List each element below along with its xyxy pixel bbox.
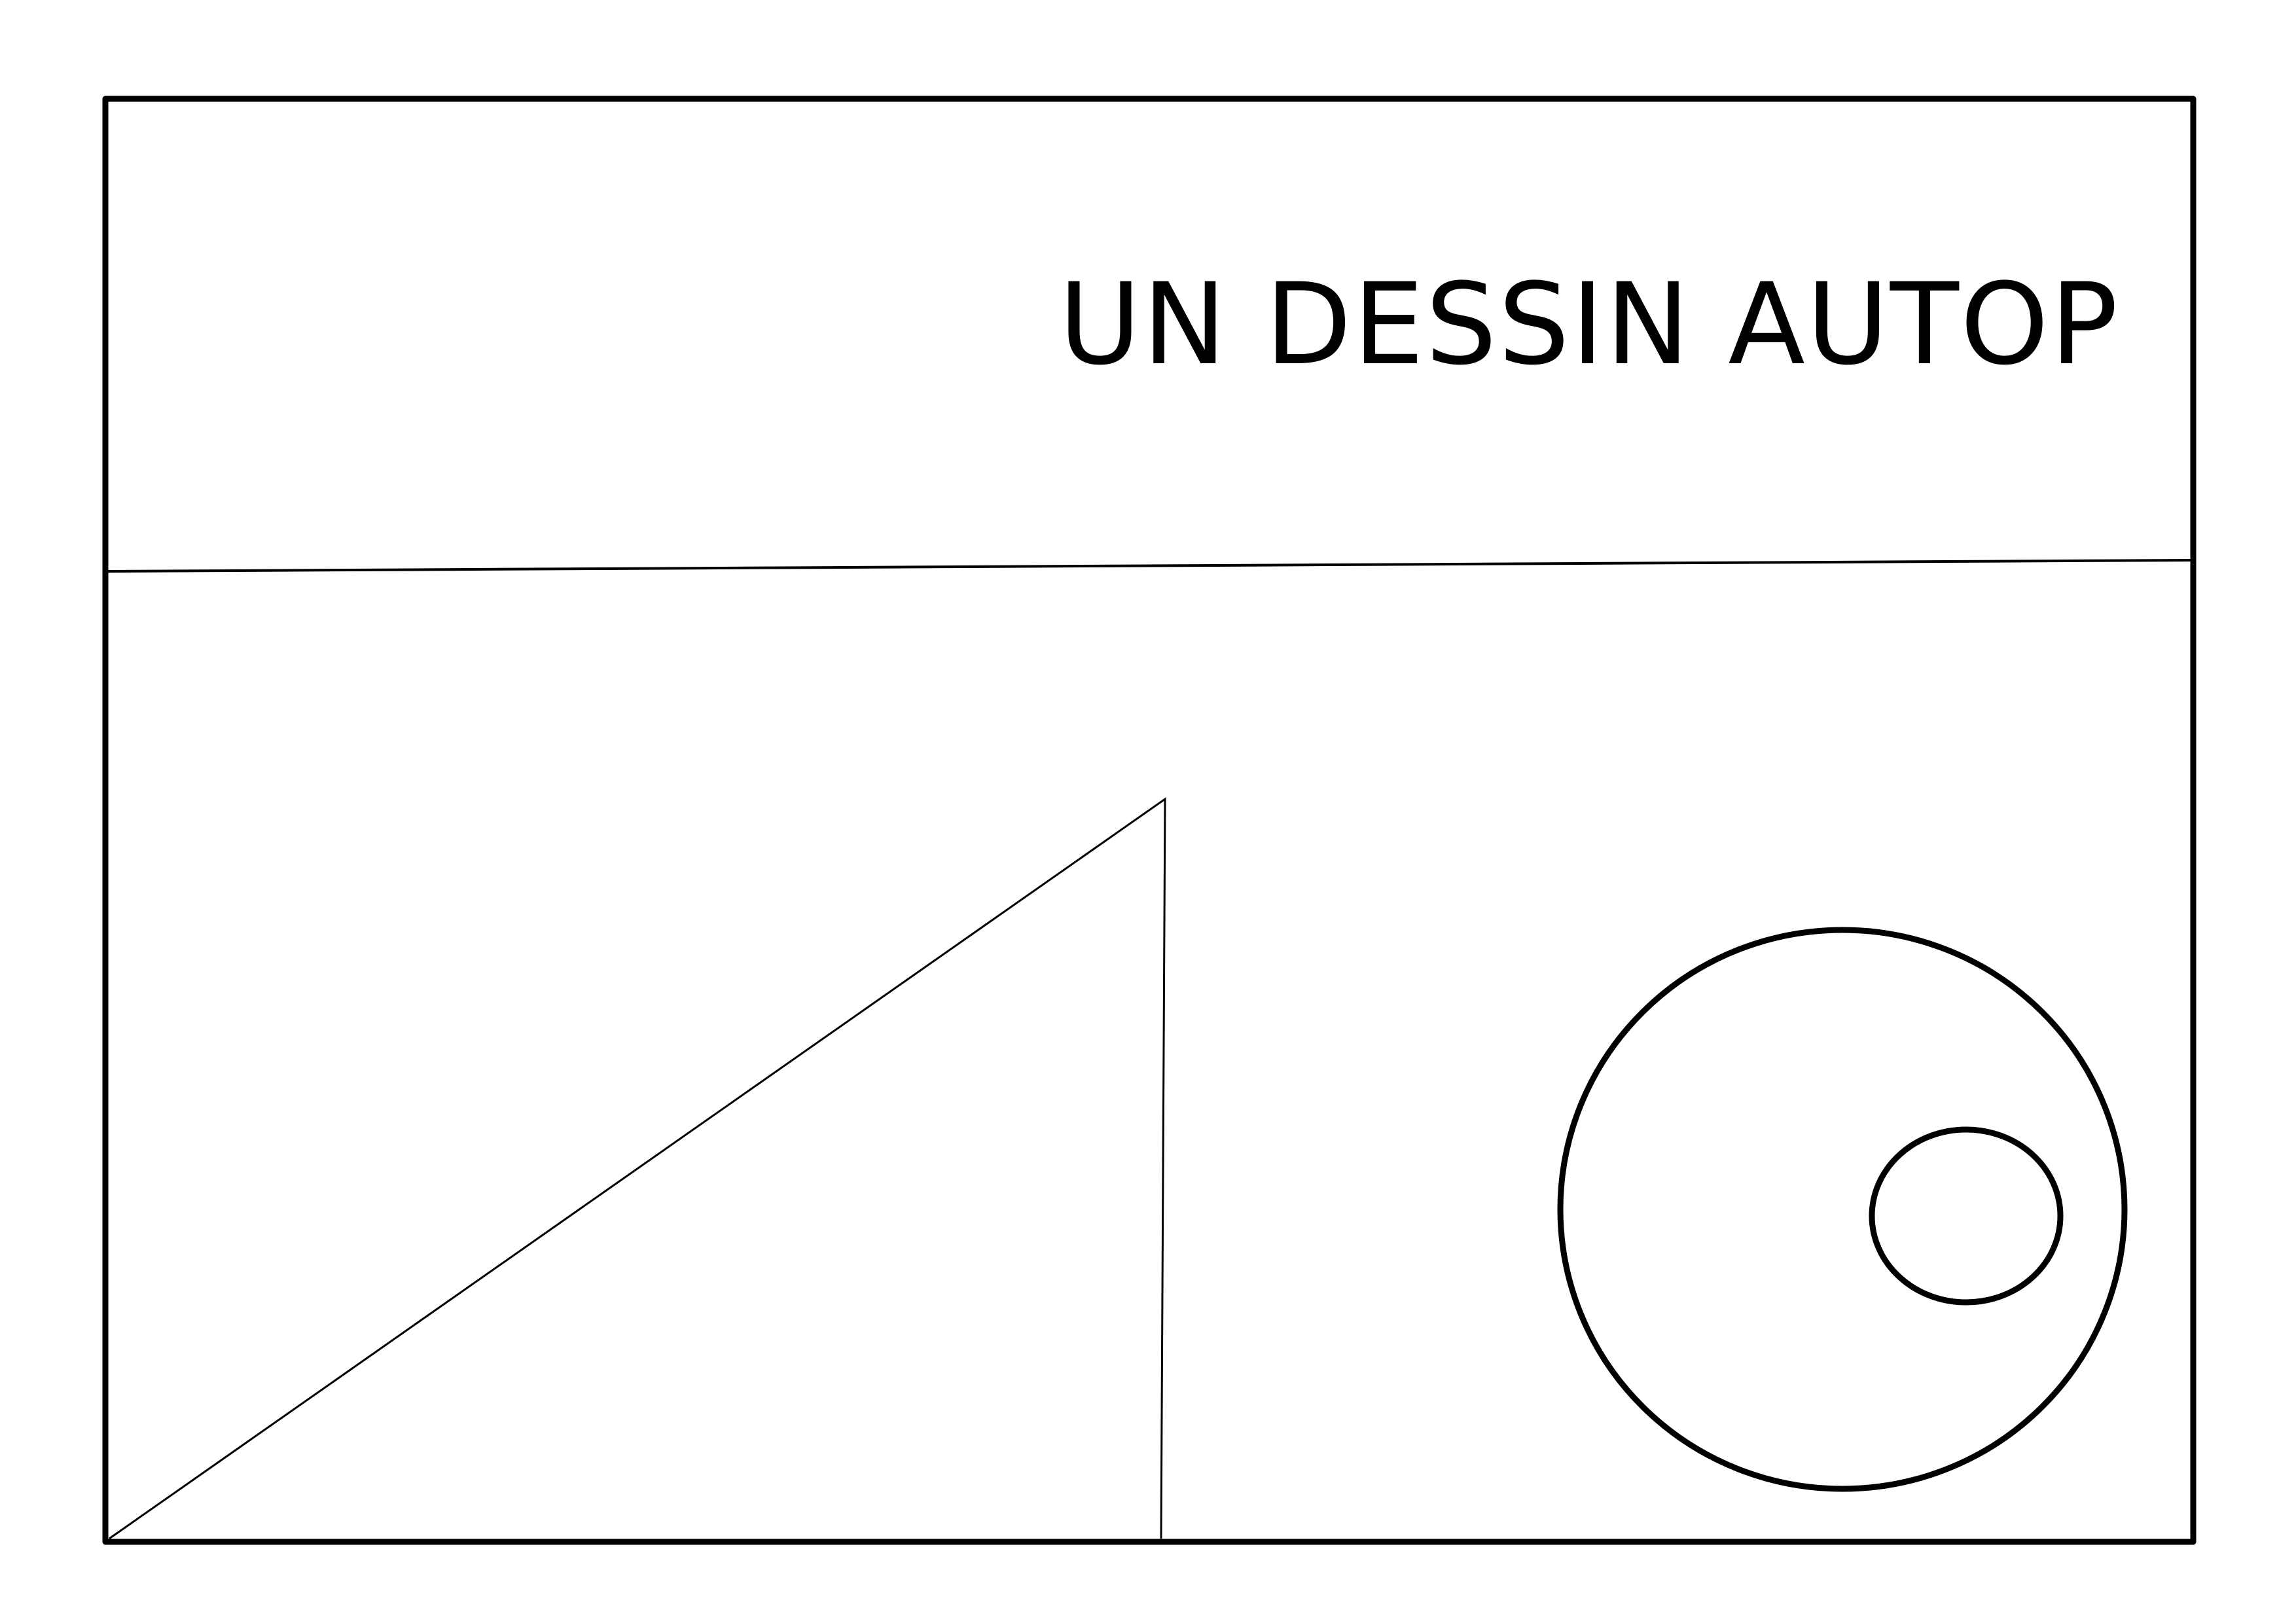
drawing-title: UN DESSIN AUTOP — [1058, 259, 2119, 390]
large-circle — [1560, 930, 2125, 1489]
small-circle — [1872, 1130, 2060, 1302]
title-divider-line — [107, 560, 2191, 571]
right-triangle — [109, 799, 1165, 1539]
